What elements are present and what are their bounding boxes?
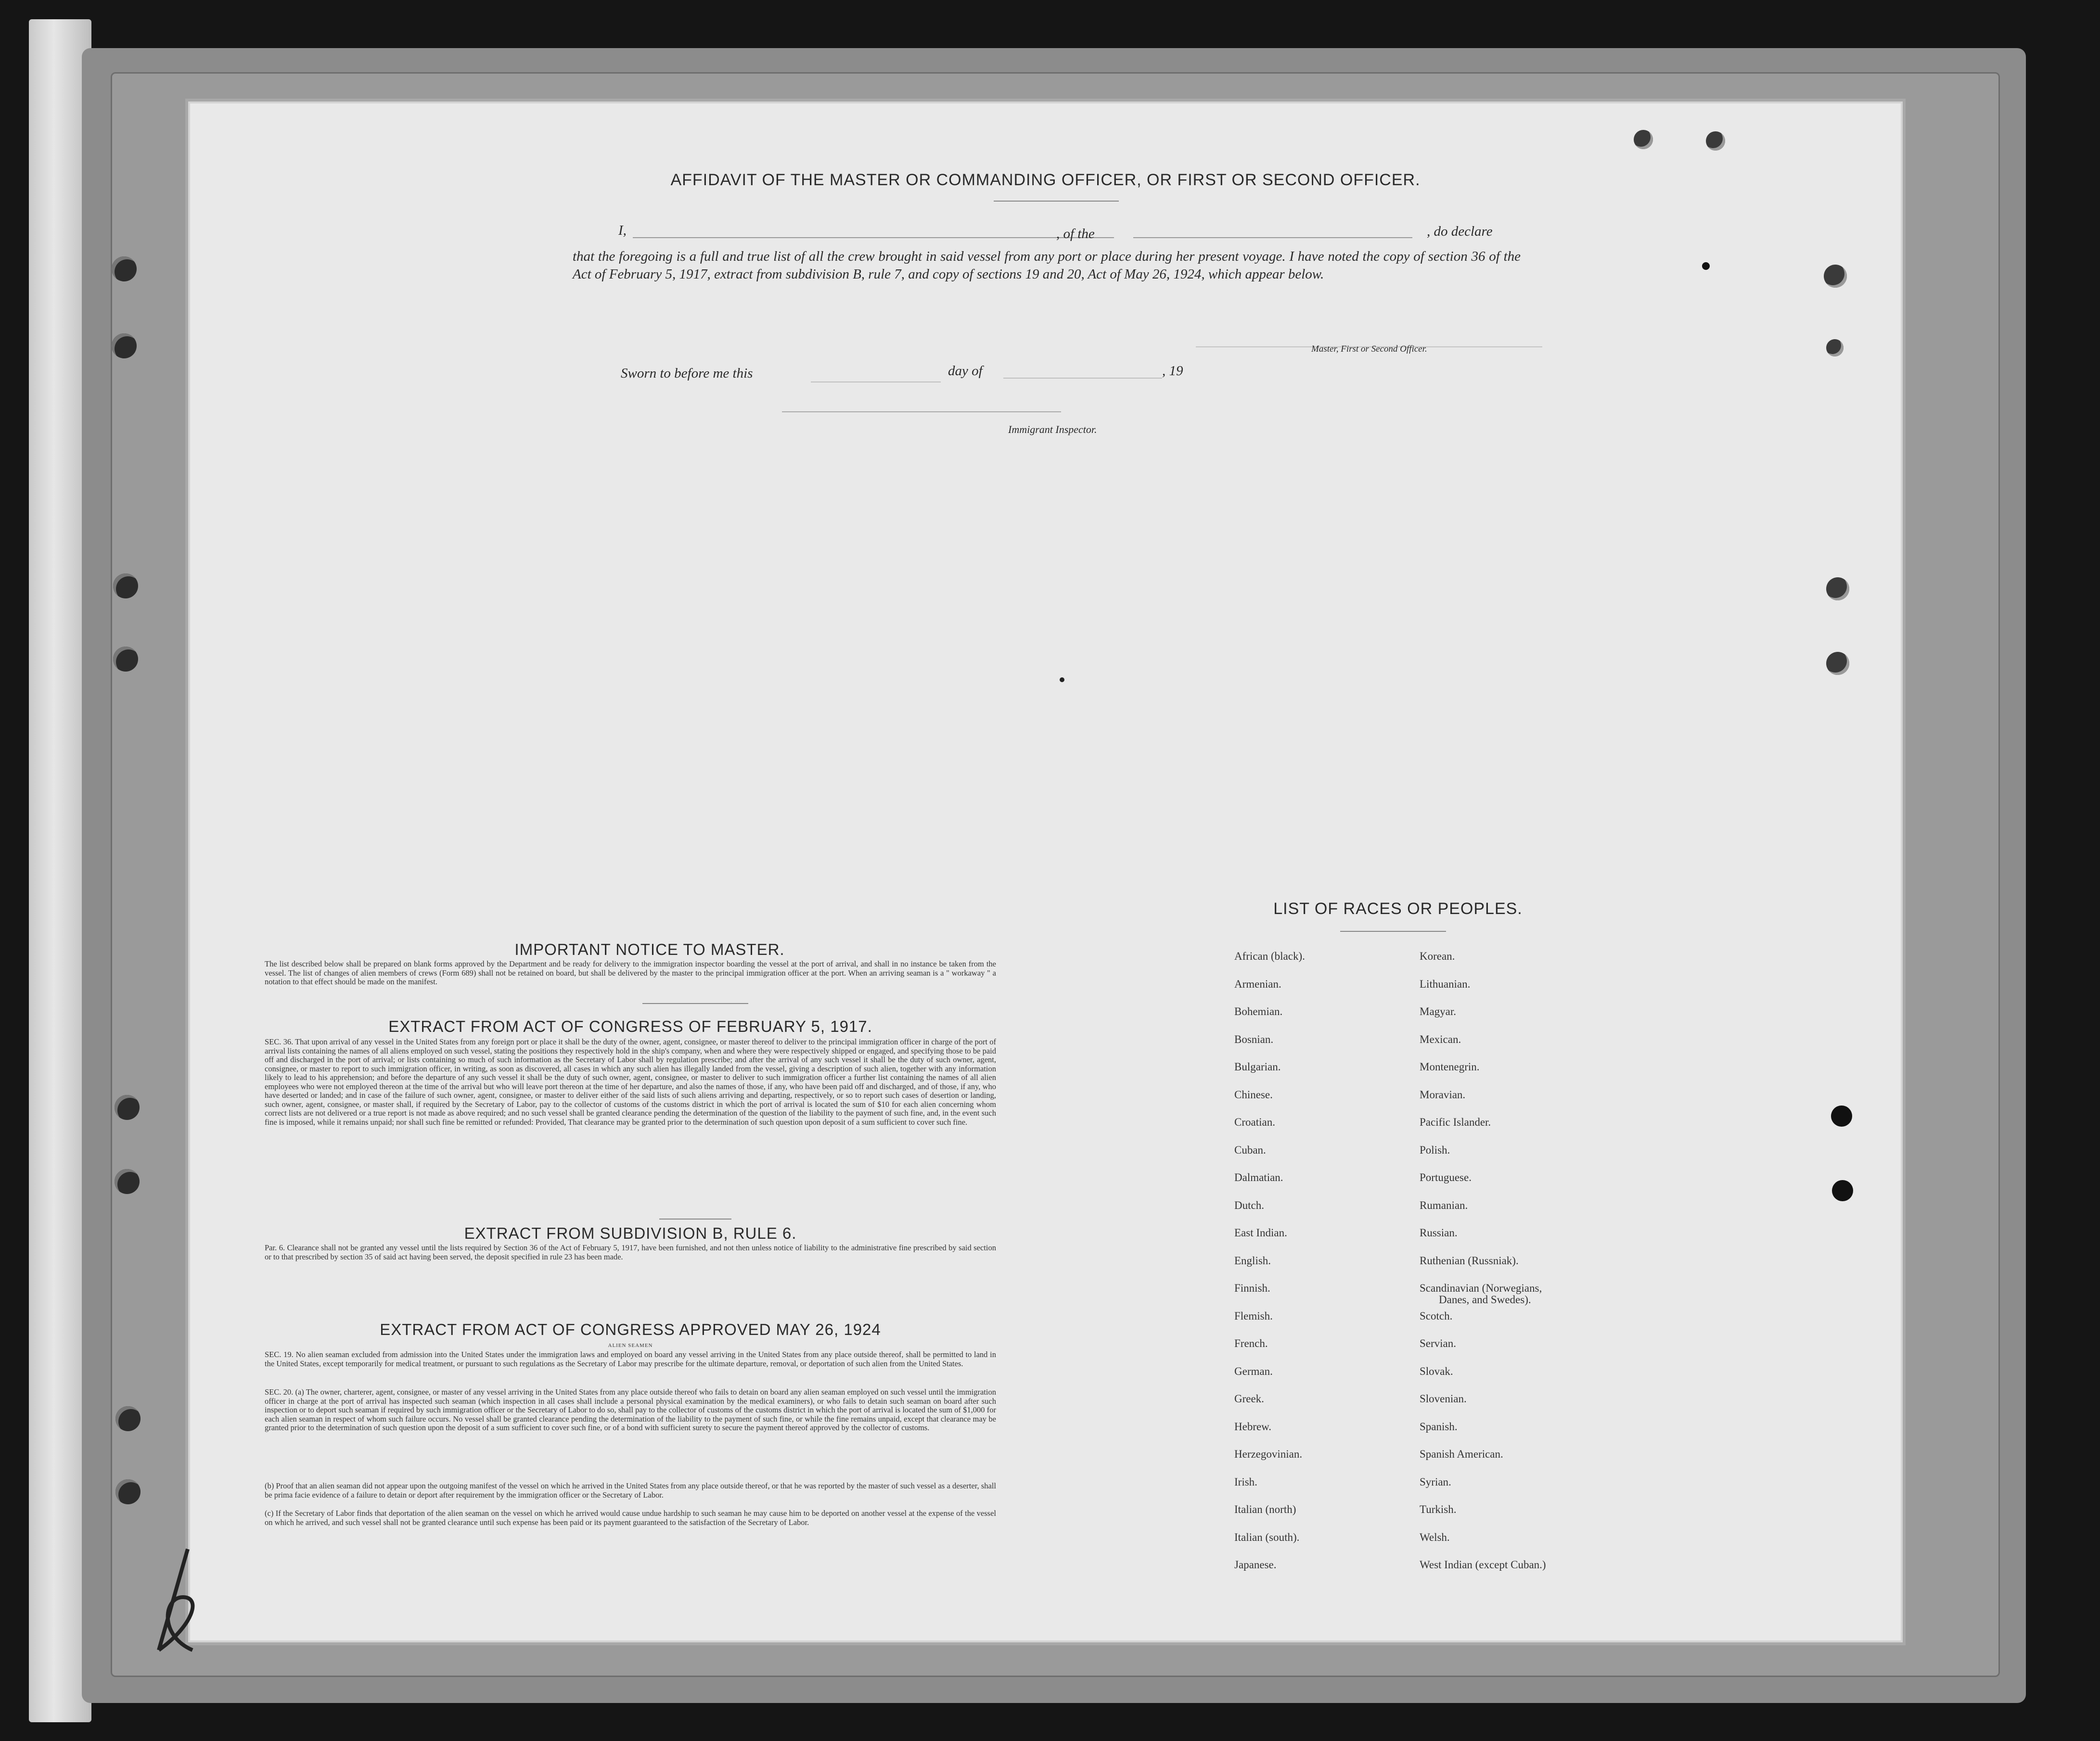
race-item: Magyar.: [1420, 1005, 1457, 1017]
affidavit-i: I,: [618, 223, 627, 238]
punch-hole: [1826, 339, 1844, 356]
divider: [642, 1003, 748, 1004]
race-item: German.: [1234, 1365, 1273, 1377]
races-title: LIST OF RACES OR PEOPLES.: [1273, 900, 1523, 918]
notice-title: IMPORTANT NOTICE TO MASTER.: [514, 940, 785, 958]
document-page: [190, 103, 1901, 1640]
divider: [1340, 931, 1446, 932]
binder-hole: [113, 647, 138, 672]
sworn-label: Sworn to before me this: [621, 366, 753, 381]
day-of-label: day of: [948, 363, 983, 379]
race-item: Servian.: [1420, 1337, 1457, 1349]
binder-hole: [112, 256, 137, 281]
race-item: Ruthenian (Russniak).: [1420, 1254, 1519, 1267]
binder-hole: [112, 333, 137, 358]
affidavit-of-the: , of the: [1056, 226, 1095, 241]
race-item: Russian.: [1420, 1227, 1458, 1239]
handwritten-mark: [130, 1539, 226, 1665]
punch-hole: [1826, 652, 1849, 675]
race-item: Finnish.: [1234, 1282, 1270, 1294]
affidavit-body: that the foregoing is a full and true list of all the crew brought in said vessel from any port or place during her present voyage. I have noted the copy of section 36 of the Act of February 5, 1917, extract from subdivision B, rule 7, and copy of sections 19 and 20, Act of May 26, 1924, which appear below.: [573, 249, 1521, 282]
race-item: African (black).: [1234, 950, 1305, 962]
race-item: Irish.: [1234, 1475, 1257, 1488]
race-item: English.: [1234, 1254, 1271, 1267]
races-column-2: [1420, 950, 1689, 1587]
extract-1924-sec20c: (c) If the Secretary of Labor finds that deportation of the alien seaman on the vessel on which he arrived would cause undue hardship to such seaman he may cause him to be deported on another vessel at the expense of the vessel on which he arrived, and such vessel shall not be granted clearance until such expense has been paid or its payment guaranteed to the satisfaction of the Secretary of Labor.: [265, 1509, 996, 1527]
inspector-signature-blank[interactable]: [782, 411, 1061, 412]
race-item: Pacific Islander.: [1420, 1116, 1491, 1128]
race-item: [1420, 1282, 1689, 1310]
race-item: Dutch.: [1234, 1199, 1264, 1211]
race-item: Spanish.: [1420, 1420, 1458, 1433]
race-item: Moravian.: [1420, 1088, 1466, 1101]
race-item-line: Scandinavian (Norwegians,: [1420, 1282, 1542, 1294]
race-item: Greek.: [1234, 1393, 1264, 1405]
master-label: Master, First or Second Officer.: [1311, 344, 1427, 354]
race-item: Armenian.: [1234, 978, 1281, 990]
vessel-blank[interactable]: [1133, 237, 1412, 238]
race-item: Japanese.: [1234, 1559, 1277, 1571]
race-item-continuation: Danes, and Swedes).: [1439, 1294, 1531, 1306]
race-item: Bulgarian.: [1234, 1061, 1281, 1073]
race-item: Cuban.: [1234, 1144, 1266, 1156]
affidavit-title: AFFIDAVIT OF THE MASTER OR COMMANDING OFFICER, OR FIRST OR SECOND OFFICER.: [670, 171, 1421, 189]
extract-1924-sec19: SEC. 19. No alien seaman excluded from admission into the United States under the immigration laws and employed on board any vessel arriving in the United States from any place outside thereof, shall be permitted to land in the United States, except temporarily for medical treatment, or pursuant to such regulations as the Secretary of Labor may prescribe for the ultimate departure, removal, or deportation of such alien from the United States.: [265, 1350, 996, 1368]
race-item: Slovak.: [1420, 1365, 1453, 1377]
extract-1917-title: EXTRACT FROM ACT OF CONGRESS OF FEBRUARY 5, 1917.: [388, 1017, 872, 1035]
extract-rule6-title: EXTRACT FROM SUBDIVISION B, RULE 6.: [464, 1224, 797, 1242]
race-item: Bosnian.: [1234, 1033, 1274, 1045]
race-item: Welsh.: [1420, 1531, 1450, 1543]
race-item: Italian (north): [1234, 1503, 1296, 1515]
punch-hole: [1826, 577, 1849, 600]
punch-hole: [1824, 265, 1847, 288]
race-item: East Indian.: [1234, 1227, 1287, 1239]
extract-rule6-body: Par. 6. Clearance shall not be granted any vessel until the lists required by Section 36 of the Act of February 5, 1917, have been furnished, and not then unless notice of liability to the administrative fine prescribed by said section or to that prescribed by section 35 of said act having been served, the deposit specified in rule 23 has been made.: [265, 1243, 996, 1261]
extract-1924-subtitle: ALIEN SEAMEN: [608, 1343, 653, 1348]
race-item: Dalmatian.: [1234, 1171, 1283, 1183]
extract-1924-sec20b: (b) Proof that an alien seaman did not appear upon the outgoing manifest of the vessel on which he arrived in the United States from any place outside thereof, or that he was reported by the master of such vessel as a deserter, shall be prima facie evidence of a failure to detain or deport after requirement by the immigration officer or the Secretary of Labor.: [265, 1481, 996, 1500]
races-column-1: [1234, 950, 1408, 1587]
race-item: Herzegovinian.: [1234, 1448, 1303, 1460]
year-label: , 19: [1162, 363, 1183, 379]
race-item: Flemish.: [1234, 1309, 1273, 1322]
race-item: Slovenian.: [1420, 1393, 1467, 1405]
race-item: Syrian.: [1420, 1475, 1451, 1488]
extract-1924-sec20a: SEC. 20. (a) The owner, charterer, agent, consignee, or master of any vessel arriving in the United States from any place outside thereof who fails to detain on board any alien seaman employed on such vessel until the immigration officer in charge at the port of arrival has inspected such seaman (which inspection in all cases shall include a personal physical examination by the medical examiners), or who fails to detain such seaman on board after such inspection or to deport such seaman if required by such immigration officer or the Secretary of Labor to do so, shall pay to the collector of customs of the customs district in which the port of arrival is located the sum of $1,000 for each alien seaman in respect of whom such failure occurs. No vessel shall be granted clearance pending the determination of the liability to the payment of such fine, or while the fine remains unpaid, except that clearance may be granted prior to the determination of such question upon the deposit of a sum sufficient to cover such fine, or of a bond with sufficient surety to secure the payment thereof approved by the collector of customs.: [265, 1387, 996, 1432]
race-item: Hebrew.: [1234, 1420, 1272, 1433]
name-blank[interactable]: [633, 237, 1114, 238]
divider: [659, 1219, 731, 1220]
race-item: Montenegrin.: [1420, 1061, 1480, 1073]
month-blank[interactable]: [1003, 378, 1162, 379]
sworn-day-blank[interactable]: [811, 381, 941, 382]
inspector-label: Immigrant Inspector.: [1008, 423, 1097, 435]
race-item: Italian (south).: [1234, 1531, 1300, 1543]
punch-hole: [1831, 1106, 1852, 1127]
divider: [994, 201, 1119, 202]
punch-hole: [1706, 131, 1725, 151]
race-item: Turkish.: [1420, 1503, 1457, 1515]
race-item: Mexican.: [1420, 1033, 1461, 1045]
punch-hole: [1832, 1180, 1853, 1201]
notice-body: The list described below shall be prepared on blank forms approved by the Department and be ready for delivery to the immigration inspector boarding the vessel at the port of arrival, and shall in no instance be taken from the vessel. The list of changes of alien members of crews (Form 689) shall not be retained on board, but shall be delivered by the master to the principal immigration officer at the port. When an arriving seaman is a " workaway " a notation to that effect should be made on the manifest.: [265, 959, 996, 986]
ink-dot: [1702, 262, 1710, 270]
extract-1924-title: EXTRACT FROM ACT OF CONGRESS APPROVED MAY 26, 1924: [380, 1321, 881, 1338]
race-item: Korean.: [1420, 950, 1455, 962]
race-item: Spanish American.: [1420, 1448, 1503, 1460]
ink-dot: [1060, 677, 1064, 682]
extract-1917-body: SEC. 36. That upon arrival of any vessel in the United States from any foreign port or place it shall be the duty of the owner, agent, consignee, or master thereof to deliver to the principal immigration officer in charge of the port of arrival lists containing the names of all aliens employed on such vessel, stating the positions they respectively hold in the ship's company, when and where they were respectively shipped or engaged, and specifying those to be paid off and discharged in the port of arrival; or lists containing so much of such information as the Secretary of Labor shall by regulation prescribe; and after the arrival of any such vessel it shall be the duty of such owner, agent, consignee, or master to report to such immigration officer, in writing, as soon as discovered, all cases in which any such alien has illegally landed from the vessel, giving a description of such alien, together with any information likely to lead to his apprehension; and before the departure of any such vessel it shall be the duty of such owner, agent, consignee, or master to deliver to such immigration officer a further list containing the names of all alien employees who were not employed thereon at the time of the arrival but who will leave port thereon at the time of her departure, and also the names of those, if any, who have been paid off and discharged, and of those, if any, who have deserted or landed; and in case of the failure of such owner, agent, consignee, or master to deliver either of the said lists of such aliens arriving and departing, respectively, or so to report such cases of desertion or landing, such owner, agent, consignee, or master shall, if required by the Secretary of Labor, pay to the collector of customs of the customs district in which the port of arrival is located the sum of $10 for each alien concerning whom correct lists are not delivered or a true report is not made as above required; and no such vessel shall be granted clearance pending the determination of the question of the liability to the payment of such fine, and, in the event such fine is imposed, while it remains unpaid; nor shall such fine be remitted or refunded: Provided, That clearance may be granted prior to the determination of such question upon deposit of a sum sufficient to cover such fine.: [265, 1037, 996, 1127]
binder-hole: [115, 1479, 141, 1504]
binder-hole: [113, 573, 138, 598]
binder-hole: [115, 1406, 141, 1431]
race-item: Chinese.: [1234, 1088, 1273, 1101]
race-item: Portuguese.: [1420, 1171, 1472, 1183]
punch-hole: [1634, 130, 1653, 149]
binder-hole: [115, 1095, 140, 1120]
binder-hole: [115, 1169, 140, 1194]
race-item: Bohemian.: [1234, 1005, 1283, 1017]
race-item: Lithuanian.: [1420, 978, 1471, 990]
affidavit-declare: , do declare: [1427, 224, 1493, 239]
race-item: West Indian (except Cuban.): [1420, 1559, 1546, 1571]
race-item: Polish.: [1420, 1144, 1450, 1156]
race-item: Scotch.: [1420, 1309, 1453, 1322]
race-item: Croatian.: [1234, 1116, 1275, 1128]
race-item: French.: [1234, 1337, 1268, 1349]
race-item: Rumanian.: [1420, 1199, 1468, 1211]
